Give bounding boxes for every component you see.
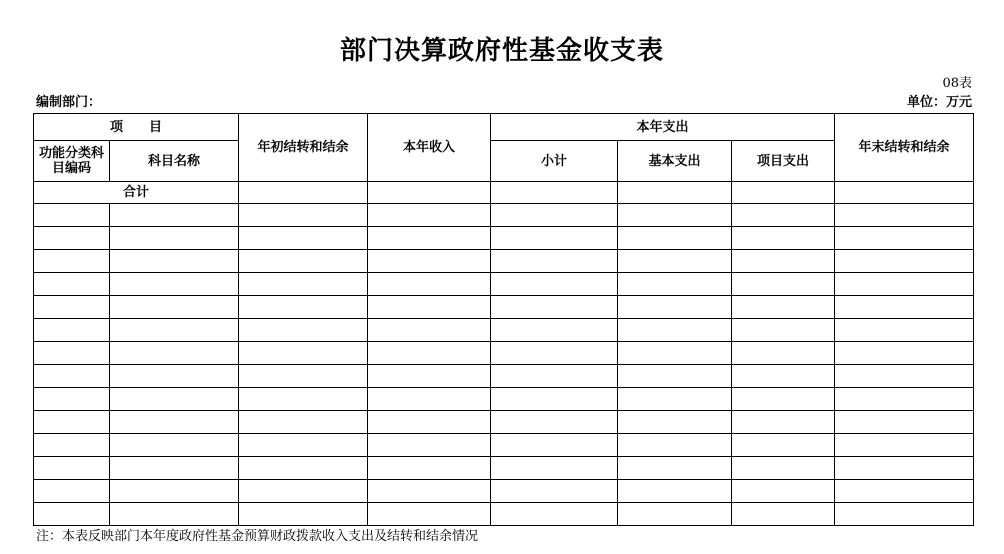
table-cell — [491, 434, 618, 457]
table-row — [34, 204, 974, 227]
table-cell — [732, 204, 835, 227]
table-cell — [491, 227, 618, 250]
total-cell — [835, 182, 974, 204]
table-cell — [491, 273, 618, 296]
table-cell — [368, 204, 491, 227]
table-cell — [732, 319, 835, 342]
table-cell — [110, 457, 239, 480]
table-row — [34, 365, 974, 388]
table-cell — [110, 388, 239, 411]
table-cell — [835, 227, 974, 250]
table-cell — [618, 342, 732, 365]
table-cell — [835, 503, 974, 526]
table-row — [34, 503, 974, 526]
table-row — [34, 273, 974, 296]
fund-table — [33, 113, 974, 526]
table-cell — [34, 480, 110, 503]
total-cell — [491, 182, 618, 204]
table-row — [34, 250, 974, 273]
table-cell — [239, 296, 368, 319]
form-number: 08表 — [942, 76, 972, 91]
table-cell — [368, 457, 491, 480]
table-cell — [491, 204, 618, 227]
total-cell — [368, 182, 491, 204]
table-cell — [732, 411, 835, 434]
table-cell — [110, 503, 239, 526]
table-row — [34, 227, 974, 250]
table-cell — [491, 365, 618, 388]
table-cell — [618, 480, 732, 503]
header-row-1 — [34, 114, 974, 141]
table-cell — [835, 480, 974, 503]
header-subject-name: 科目名称 — [110, 141, 239, 182]
header-function-code: 功能分类科目编码 — [34, 141, 110, 182]
table-cell — [618, 227, 732, 250]
table-cell — [732, 227, 835, 250]
table-cell — [368, 319, 491, 342]
table-row — [34, 319, 974, 342]
table-cell — [618, 388, 732, 411]
table-cell — [732, 273, 835, 296]
table-cell — [34, 365, 110, 388]
table-cell — [732, 434, 835, 457]
header-opening-balance: 年初结转和结余 — [239, 114, 368, 182]
table-cell — [239, 273, 368, 296]
table-cell — [110, 319, 239, 342]
table-row — [34, 434, 974, 457]
table-row — [34, 342, 974, 365]
table-cell — [110, 250, 239, 273]
total-cell — [618, 182, 732, 204]
table-row — [34, 480, 974, 503]
table-cell — [732, 457, 835, 480]
table-cell — [239, 480, 368, 503]
table-cell — [491, 457, 618, 480]
header-closing-balance: 年末结转和结余 — [835, 114, 974, 182]
table-cell — [239, 365, 368, 388]
table-cell — [732, 388, 835, 411]
table-cell — [835, 411, 974, 434]
table-cell — [491, 480, 618, 503]
total-label: 合计 — [34, 182, 239, 204]
table-row — [34, 457, 974, 480]
table-cell — [368, 480, 491, 503]
table-cell — [239, 319, 368, 342]
table-cell — [618, 503, 732, 526]
table-cell — [368, 388, 491, 411]
header-subtotal: 小计 — [491, 141, 618, 182]
table-cell — [491, 319, 618, 342]
total-row — [34, 182, 974, 204]
table-cell — [110, 480, 239, 503]
header-row-2 — [34, 141, 974, 182]
table-cell — [491, 296, 618, 319]
table-cell — [368, 250, 491, 273]
table-cell — [491, 411, 618, 434]
table-cell — [732, 480, 835, 503]
table-cell — [239, 204, 368, 227]
table-cell — [110, 411, 239, 434]
table-cell — [110, 434, 239, 457]
table-cell — [618, 250, 732, 273]
table-cell — [239, 250, 368, 273]
table-cell — [34, 503, 110, 526]
table-cell — [491, 342, 618, 365]
table-cell — [34, 204, 110, 227]
table-cell — [491, 388, 618, 411]
table-cell — [835, 273, 974, 296]
header-project-expense: 项目支出 — [732, 141, 835, 182]
table-cell — [368, 227, 491, 250]
table-cell — [618, 411, 732, 434]
table-cell — [835, 342, 974, 365]
table-cell — [368, 411, 491, 434]
table-cell — [34, 273, 110, 296]
table-cell — [239, 342, 368, 365]
table-row — [34, 296, 974, 319]
department-label: 编制部门： — [36, 95, 102, 110]
header-annual-expense: 本年支出 — [491, 114, 835, 141]
table-cell — [835, 296, 974, 319]
table-cell — [618, 319, 732, 342]
table-cell — [368, 434, 491, 457]
table-cell — [368, 342, 491, 365]
header-item: 项 目 — [34, 114, 239, 141]
table-cell — [618, 296, 732, 319]
unit-label: 单位：万元 — [906, 95, 972, 110]
table-cell — [110, 342, 239, 365]
footnote: 注：本表反映部门本年度政府性基金预算财政拨款收入支出及结转和结余情况 — [36, 529, 479, 544]
header-basic-expense: 基本支出 — [618, 141, 732, 182]
table-cell — [618, 365, 732, 388]
table-cell — [34, 296, 110, 319]
table-cell — [732, 296, 835, 319]
table-cell — [618, 204, 732, 227]
table-cell — [34, 388, 110, 411]
table-cell — [34, 319, 110, 342]
table-cell — [618, 434, 732, 457]
table-cell — [732, 503, 835, 526]
table-cell — [110, 204, 239, 227]
table-cell — [110, 296, 239, 319]
table-cell — [491, 503, 618, 526]
table-cell — [239, 388, 368, 411]
table-cell — [110, 365, 239, 388]
table-cell — [835, 457, 974, 480]
table-cell — [835, 250, 974, 273]
table-cell — [239, 503, 368, 526]
table-cell — [835, 204, 974, 227]
table-cell — [618, 457, 732, 480]
table-cell — [239, 457, 368, 480]
table-cell — [368, 273, 491, 296]
table-cell — [110, 273, 239, 296]
table-cell — [732, 250, 835, 273]
table-cell — [618, 273, 732, 296]
table-cell — [835, 434, 974, 457]
table-row — [34, 411, 974, 434]
table-cell — [491, 250, 618, 273]
table-cell — [239, 227, 368, 250]
table-cell — [34, 250, 110, 273]
header-annual-income: 本年收入 — [368, 114, 491, 182]
total-cell — [239, 182, 368, 204]
table-cell — [34, 411, 110, 434]
table-cell — [368, 296, 491, 319]
table-cell — [732, 365, 835, 388]
table-cell — [34, 457, 110, 480]
table-cell — [835, 365, 974, 388]
table-cell — [34, 227, 110, 250]
page-title: 部门决算政府性基金收支表 — [339, 36, 664, 66]
table-cell — [110, 227, 239, 250]
table-cell — [835, 319, 974, 342]
total-cell — [732, 182, 835, 204]
table-cell — [368, 503, 491, 526]
table-cell — [239, 411, 368, 434]
table-cell — [368, 365, 491, 388]
table-cell — [835, 388, 974, 411]
table-cell — [34, 434, 110, 457]
table-cell — [34, 342, 110, 365]
table-cell — [732, 342, 835, 365]
table-cell — [239, 434, 368, 457]
table-row — [34, 388, 974, 411]
